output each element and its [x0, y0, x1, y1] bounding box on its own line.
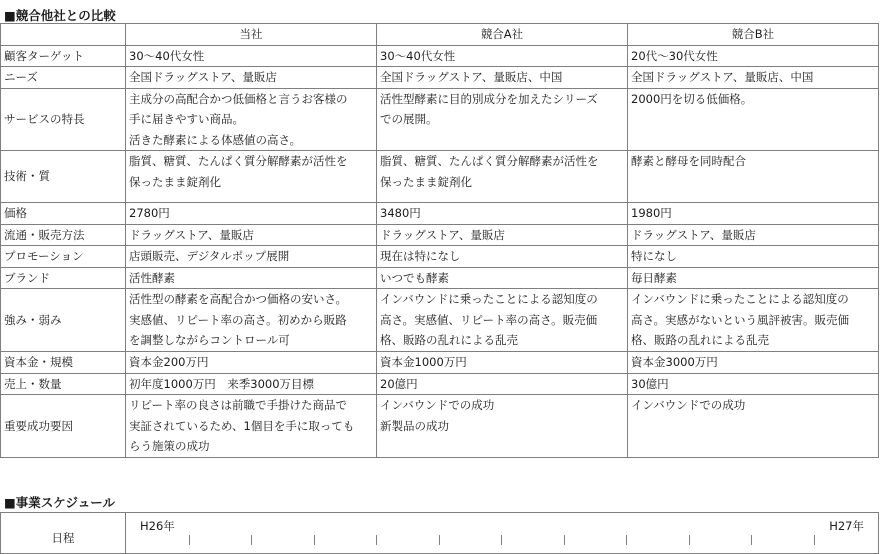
- cell-text-line: 実感値、リピート率の高さ。初めから販路: [129, 312, 347, 327]
- cell-text-line: 20代～30代女性: [631, 48, 718, 63]
- table-cell: [377, 45, 628, 67]
- cell-text-line: 実証されているため、1個目を手に取っても: [129, 418, 355, 433]
- table-row: [1, 267, 879, 289]
- cell-text-line: 全国ドラッグストア、量販店、中国: [631, 70, 814, 84]
- header-corner-cell: [1, 24, 126, 46]
- table-cell: [377, 373, 628, 395]
- table-cell: [126, 67, 377, 89]
- table-cell: [126, 224, 377, 246]
- row-label: 技術・質: [1, 151, 126, 203]
- cell-text-line: 毎日酵素: [631, 270, 677, 285]
- schedule-start-year: H26年: [140, 519, 175, 533]
- table-cell: [377, 224, 628, 246]
- cell-text-line: 20億円: [380, 376, 418, 391]
- cell-text-line: 手に届きやすい商品。: [129, 112, 244, 126]
- schedule-table: [0, 512, 879, 554]
- table-cell: [126, 203, 377, 225]
- table-cell: [377, 151, 628, 203]
- table-row: [1, 352, 879, 374]
- cell-text-line: インバウンドに乗ったことによる認知度の: [631, 292, 849, 306]
- timeline-tick: [376, 535, 377, 545]
- table-row: [1, 203, 879, 225]
- table-cell: [628, 289, 879, 352]
- timeline-tick: [501, 535, 502, 545]
- row-label: 顧客ターゲット: [1, 45, 126, 67]
- cell-text-line: 脂質、糖質、たんぱく質分解酵素が活性を: [380, 154, 599, 168]
- table-cell: [126, 352, 377, 374]
- table-cell: [628, 88, 879, 151]
- row-label: ブランド: [1, 267, 126, 289]
- schedule-end-year: H27年: [829, 519, 864, 533]
- table-cell: [628, 395, 879, 458]
- timeline-tick: [751, 535, 752, 545]
- row-label: ニーズ: [1, 67, 126, 89]
- cell-text-line: 3480円: [380, 206, 421, 220]
- cell-text-line: 主成分の高配合かつ低価格と言うお客様の: [129, 91, 348, 106]
- schedule-timeline: [126, 513, 879, 554]
- column-header-own-company: 当社: [126, 24, 377, 46]
- cell-text-line: 資本金3000万円: [631, 355, 718, 369]
- cell-text-line: 2780円: [129, 206, 170, 220]
- table-cell: [377, 289, 628, 352]
- cell-text-line: 格、販路の乱れによる乱売: [631, 333, 769, 347]
- column-header-competitor-a: 競合A社: [377, 24, 628, 46]
- cell-text-line: 全国ドラッグストア、量販店: [129, 70, 277, 84]
- row-label: 資本金・規模: [1, 352, 126, 374]
- table-row: [1, 151, 879, 203]
- table-cell: [628, 373, 879, 395]
- table-cell: [628, 45, 879, 67]
- cell-text-line: 活性型の酵素を高配合かつ価格の安いさ。: [129, 292, 348, 306]
- cell-text-line: 全国ドラッグストア、量販店、中国: [380, 70, 563, 84]
- cell-text-line: 店頭販売、デジタルポップ展開: [129, 249, 290, 263]
- table-row: [1, 395, 879, 458]
- table-cell: [628, 203, 879, 225]
- cell-text-line: 酵素と酵母を同時配合: [631, 154, 746, 168]
- cell-text-line: 格、販路の乱れによる乱売: [380, 333, 518, 347]
- table-cell: [126, 88, 377, 151]
- table-cell: [126, 267, 377, 289]
- table-row: [1, 224, 879, 246]
- cell-text-line: リピート率の良さは前職で手掛けた商品で: [129, 398, 348, 412]
- table-row: [1, 88, 879, 151]
- competitor-comparison-table: [0, 23, 879, 458]
- row-label: 重要成功要因: [1, 395, 126, 458]
- cell-text-line: インバウンドでの成功: [380, 398, 495, 412]
- row-label: 売上・数量: [1, 373, 126, 395]
- table-cell: [377, 246, 628, 268]
- row-label: 強み・弱み: [1, 289, 126, 352]
- table-cell: [628, 352, 879, 374]
- cell-text-line: らう施策の成功: [129, 439, 210, 453]
- cell-text-line: 新製品の成功: [380, 418, 449, 433]
- cell-text-line: 特になし: [631, 249, 677, 263]
- timeline-tick: [564, 535, 565, 545]
- cell-text-line: 2000円を切る低価格。: [631, 91, 753, 106]
- cell-text-line: 脂質、糖質、たんぱく質分解酵素が活性を: [129, 154, 348, 168]
- timeline-tick: [689, 535, 690, 545]
- cell-text-line: 30億円: [631, 376, 669, 391]
- table-cell: [126, 395, 377, 458]
- row-label: 流通・販売方法: [1, 224, 126, 246]
- cell-text-line: 30～40代女性: [380, 48, 456, 63]
- cell-text-line: 高さ。実感値、リピート率の高さ。販売価: [380, 312, 598, 327]
- table-cell: [628, 67, 879, 89]
- table-cell: [126, 289, 377, 352]
- schedule-label: 日程: [1, 513, 126, 554]
- table-row: [1, 67, 879, 89]
- column-header-competitor-b: 競合B社: [628, 24, 879, 46]
- cell-text-line: 保ったまま錠剤化: [129, 174, 221, 189]
- table-cell: [377, 395, 628, 458]
- table-cell: [628, 267, 879, 289]
- table-cell: [126, 151, 377, 203]
- timeline-tick: [314, 535, 315, 545]
- cell-text-line: 現在は特になし: [380, 249, 461, 263]
- cell-text-line: 1980円: [631, 206, 672, 220]
- table-row: [1, 289, 879, 352]
- table-row: [1, 373, 879, 395]
- timeline-tick: [189, 535, 190, 545]
- schedule-section-title: ■事業スケジュール: [4, 495, 116, 510]
- table-cell: [126, 373, 377, 395]
- table-cell: [377, 352, 628, 374]
- cell-text-line: ドラッグストア、量販店: [129, 227, 254, 242]
- cell-text-line: 活きた酵素による体感値の高さ。: [129, 132, 302, 147]
- cell-text-line: インバウンドでの成功: [631, 398, 746, 412]
- table-cell: [126, 45, 377, 67]
- comparison-section-title: ■競合他社との比較: [4, 8, 116, 23]
- table-cell: [628, 246, 879, 268]
- table-row: [1, 45, 879, 67]
- cell-text-line: ドラッグストア、量販店: [380, 227, 505, 242]
- cell-text-line: 資本金200万円: [129, 355, 209, 369]
- table-row: [1, 246, 879, 268]
- cell-text-line: 活性酵素: [129, 270, 175, 285]
- timeline-tick: [439, 535, 440, 545]
- cell-text-line: 30～40代女性: [129, 48, 205, 63]
- cell-text-line: いつでも酵素: [380, 270, 449, 285]
- timeline-tick: [626, 535, 627, 545]
- timeline-tick: [251, 535, 252, 545]
- table-cell: [628, 224, 879, 246]
- table-cell: [628, 151, 879, 203]
- cell-text-line: 初年度1000万円 来季3000万目標: [129, 376, 315, 391]
- table-cell: [377, 267, 628, 289]
- row-label: 価格: [1, 203, 126, 225]
- cell-text-line: での展開。: [380, 112, 438, 126]
- cell-text-line: を調整しながらコントロール可: [129, 333, 290, 347]
- table-cell: [377, 67, 628, 89]
- table-cell: [377, 203, 628, 225]
- cell-text-line: 保ったまま錠剤化: [380, 174, 472, 189]
- cell-text-line: 高さ。実感がないという風評被害。販売価: [631, 312, 850, 327]
- table-cell: [126, 246, 377, 268]
- row-label: サービスの特長: [1, 88, 126, 151]
- cell-text-line: 活性型酵素に目的別成分を加えたシリーズ: [380, 91, 598, 106]
- cell-text-line: 資本金1000万円: [380, 355, 467, 369]
- cell-text-line: ドラッグストア、量販店: [631, 227, 756, 242]
- cell-text-line: インバウンドに乗ったことによる認知度の: [380, 292, 598, 306]
- timeline-tick: [814, 535, 815, 545]
- row-label: プロモーション: [1, 246, 126, 268]
- table-cell: [377, 88, 628, 151]
